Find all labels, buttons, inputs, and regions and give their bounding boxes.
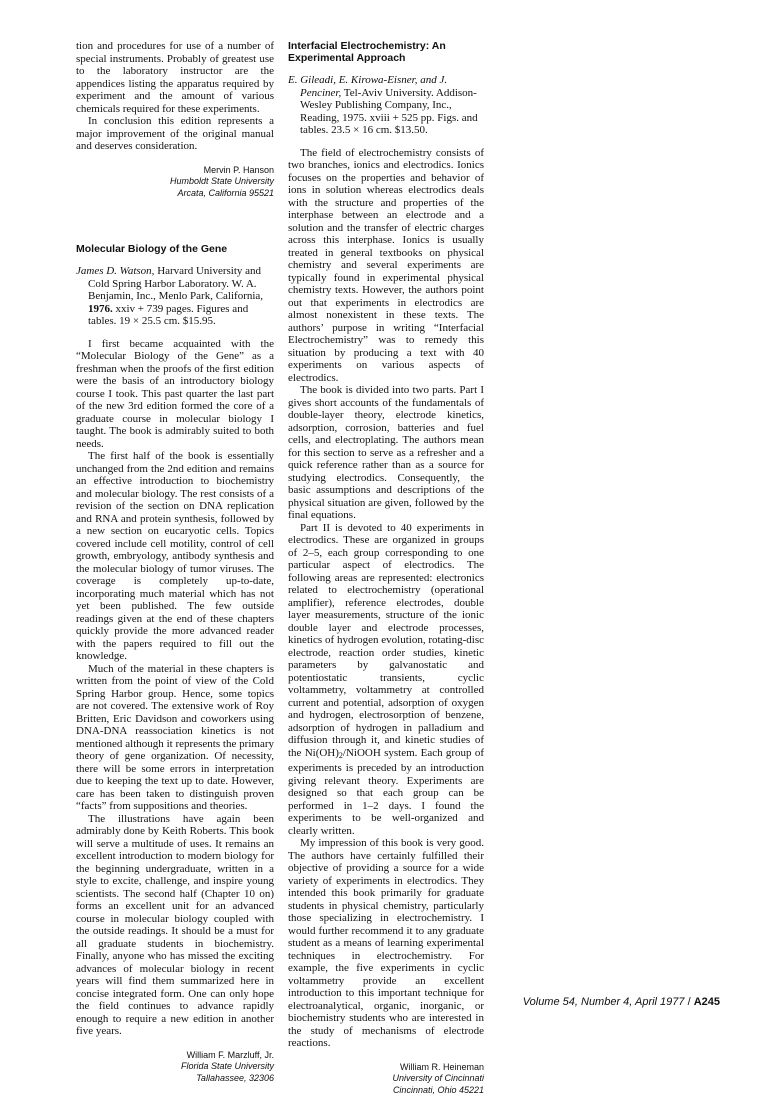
reviewer-affiliation: Humboldt State University [76, 176, 274, 188]
book-details: Tel-Aviv University. Addison-Wesley Publishing Company, Inc., Reading, 1975. xviii + 525 pp. Figs. and tables. 23.5 × 16 cm. $13.50. [300, 87, 478, 137]
page-number: A245 [694, 996, 720, 1008]
book-publisher: Harvard University and Cold Spring Harbor Laboratory. W. A. Benjamin, Inc., Menlo Park, California, [88, 265, 263, 302]
reviewer-location: Tallahassee, 32306 [76, 1073, 274, 1085]
paragraph: The field of electrochemistry consists of two branches, ionics and electrodics. Ionics focuses on the properties and behavior of ions in solution whereas electrodics deals with the structure and properties of the interphase between an electrode and a solution and the transfer of electric charges across this interphase. Ionics is usually treated in general textbooks on physical chemistry and several experiments are typically found in experimental physical chemistry texts. However, the authors point out that experiments in electrodics are almost nonexistent in these texts. The authors’ purpose in writing “Interfacial Electrochemistry” was to remedy this situation by producing a text with 40 experiments on various aspects of electrodics. [288, 147, 484, 385]
paragraph: Much of the material in these chapters is written from the point of view of the Cold Spring Harbor group. Hence, some topics are not covered. The extensive work of Roy Britten, Eric Davidson and coworkers using DNA-DNA reassociation kinetics is not mentioned although it represents the primary theory of gene organization. Of necessity, there will be some errors in interpretation due to keeping the text up to date. However, care has been taken to distinguish proven “facts” from suppositions and theories. [76, 663, 274, 813]
paragraph [288, 522, 484, 838]
left-column [76, 40, 274, 1084]
paragraph: The book is divided into two parts. Part I gives short accounts of the fundamentals of double-layer theory, electrode kinetics, adsorption, corrosion, batteries and fuel cells, and electroplating. The authors mean for this section to serve as a refresher and a quick reference rather than as a source for studying electrodics. Consequently, the basic assumptions and descriptions of the physical situation are given, followed by the final equations. [288, 384, 484, 522]
paragraph: The illustrations have again been admirably done by Keith Roberts. This book will serve a multitude of uses. It remains an excellent introduction to modern biology for the beginning undergraduate, written in a style to excite, challenge, and inspire young scientists. The second half (Chapter 10 on) forms an excellent unit for an advanced course in molecular biology coupled with the outside readings. It should be a must for all graduate students in biochemistry. Finally, anyone who has missed the exciting advances of molecular biology in recent years will find them summarized here in concise integrated form. One can only hope the field continues to advance rapidly enough to require a new edition in another five years. [76, 813, 274, 1038]
reviewer-signature [76, 1050, 274, 1085]
subscript: 2 [339, 751, 343, 760]
book-citation [288, 74, 484, 137]
book-authors: James D. Watson, [76, 265, 154, 277]
page-footer [523, 996, 720, 1008]
paragraph: In conclusion this edition represents a major improvement of the original manual and deserves consideration. [76, 115, 274, 153]
review-title: Molecular Biology of the Gene [76, 243, 274, 255]
paragraph: My impression of this book is very good. The authors have certainly fulfilled their objective of providing a source for a wide variety of experiments in electrodics. They intended this book primarily for graduate students in physical chemistry, particularly those specializing in electrochemistry. I would further recommend it to any graduate student as a means of learning experimental techniques in electrochemistry. For example, the five experiments in cyclic voltammetry provide an excellent introduction to this important technique for electroanalytical, organic, inorganic, or biochemistry students who are interested in the study of mechanisms of electrode reactions. [288, 837, 484, 1050]
paragraph: tion and procedures for use of a number of special instruments. Probably of greatest use to the laboratory instructor are the appendices listing the apparatus required by experiment and the amount of various chemicals required for these experiments. [76, 40, 274, 115]
paragraph: I first became acquainted with the “Molecular Biology of the Gene” as a freshman when the proofs of the first edition were the basis of an introductory biology course I took. This past quarter the last part of the new 3rd edition formed the core of a graduate course in molecular biology I taught. The book is admirably suited to both needs. [76, 338, 274, 451]
book-details: xxiv + 739 pages. Figures and tables. 19 × 25.5 cm. $15.95. [88, 303, 248, 328]
reviewer-signature [76, 165, 274, 200]
reviewer-affiliation: University of Cincinnati [288, 1073, 484, 1085]
book-year: 1976. [88, 303, 113, 315]
review-title: Interfacial Electrochemistry: An Experimental Approach [288, 40, 484, 64]
reviewer-name: William R. Heineman [288, 1062, 484, 1074]
paragraph-text: /NiOOH system. Each group of experiments is preceded by an introduction giving relevant theory. Experiments are designed so that each group can be performed in 1–2 days. I found the experiments to be well-organized and clearly written. [288, 747, 484, 837]
paragraph: The first half of the book is essentially unchanged from the 2nd edition and remains an effective introduction to biochemistry and molecular biology. The rest consists of a revision of the section on DNA replication and RNA and protein synthesis, followed by a new section on eucaryotic cells. Topics covered include cell motility, control of cell growth, embryology, antibody synthesis and the molecular biology of tumor viruses. The coverage is completely up-to-date, incorporating much material which has not yet been published. The few outside readings given at the end of these chapters quickly provide the more advanced reader with the papers required to fill out the knowledge. [76, 450, 274, 663]
reviewer-affiliation: Florida State University [76, 1061, 274, 1073]
journal-volume: Volume 54, Number 4, April 1977 [523, 996, 685, 1008]
reviewer-location: Cincinnati, Ohio 45221 [288, 1085, 484, 1096]
reviewer-name: Mervin P. Hanson [76, 165, 274, 177]
paragraph-text: Part II is devoted to 40 experiments in electrodics. These are organized in groups of 2–5, each group corresponding to one particular aspect of electrodics. The following areas are represented: electronics related to electrochemistry (operational amplifier), reference electrodes, double layer measurements, structure of the ionic double layer and electrode processes, kinetics of hydrogen evolution, rotating-disc electrode, reaction order studies, kinetic parameters by galvanostatic and potentiostatic transients, cyclic voltammetry, voltammetry at controlled current and potential, adsorption of oxygen and hydrogen, electrosorption of benzene, adsorption of hydrogen in palladium and diffusion through it, and kinetic studies of the Ni(OH) [288, 522, 484, 759]
reviewer-location: Arcata, California 95521 [76, 188, 274, 200]
footer-separator: / [685, 996, 694, 1008]
book-citation [76, 265, 274, 328]
book-authors: E. Gileadi, E. Kirowa-Eisner, and J. Penciner, [288, 74, 447, 99]
reviewer-name: William F. Marzluff, Jr. [76, 1050, 274, 1062]
reviewer-signature [288, 1062, 484, 1096]
right-column [288, 40, 484, 1096]
